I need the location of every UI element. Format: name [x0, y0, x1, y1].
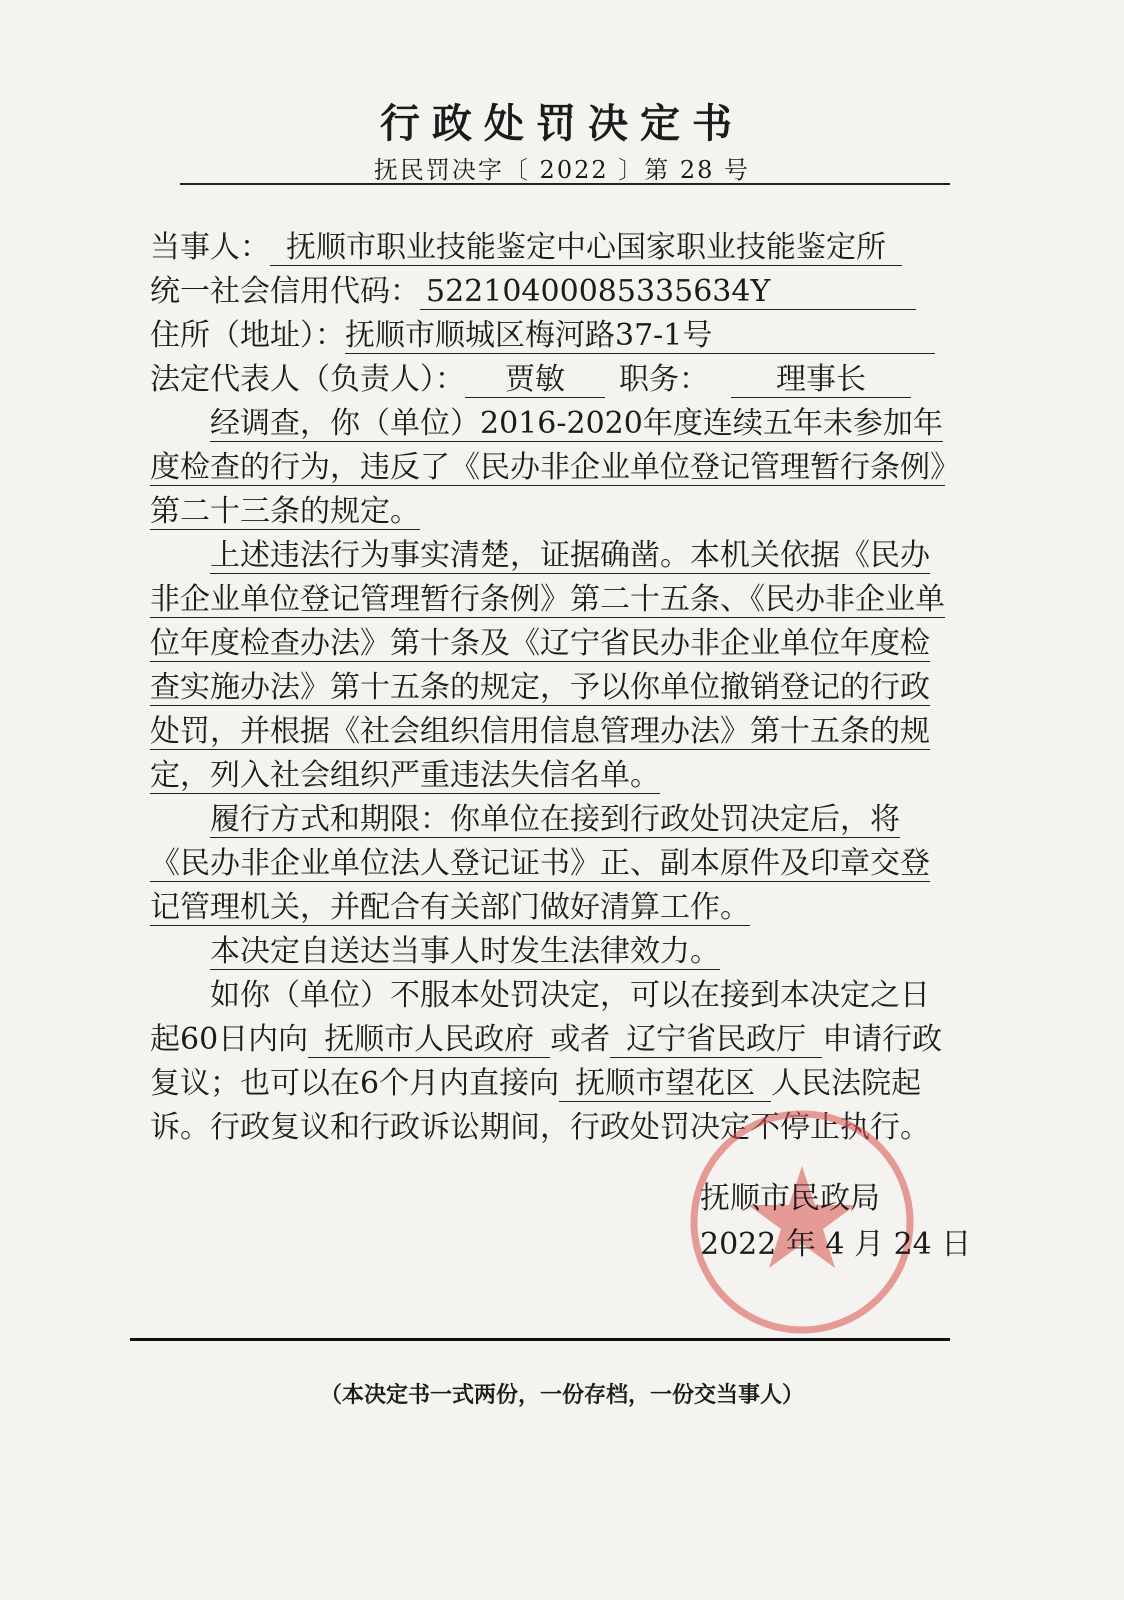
- investigation-text: 经调查，你（单位）2016-2020年度连续五年未参加年度检查的行为，违反了《民办非企业单位登记管理暂行条例》第二十三条的规定。: [150, 406, 945, 529]
- representative-value: 贾敏: [465, 363, 605, 398]
- signature-date: 2022 年 4 月 24 日: [700, 1227, 972, 1262]
- appeal-court: 抚顺市望花区: [559, 1066, 771, 1102]
- appeal-text-2: 或者: [550, 1022, 611, 1057]
- effect-paragraph: [150, 930, 950, 974]
- party-row: [150, 226, 950, 270]
- performance-paragraph: [150, 798, 950, 930]
- credit-code-value: 52210400085335634Y: [420, 275, 916, 310]
- representative-row: [150, 358, 950, 402]
- investigation-paragraph: [150, 402, 950, 534]
- appeal-text-4: 人民法院起诉。行政复议和行政诉讼期间，行政处罚决定不停止执行。: [150, 1066, 930, 1145]
- document-body: [150, 226, 950, 1150]
- credit-code-row: [150, 270, 950, 314]
- performance-text: 履行方式和期限：你单位在接到行政处罚决定后，将《民办非企业单位法人登记证书》正、副本原件及印章交登记管理机关，并配合有关部门做好清算工作。: [150, 802, 930, 925]
- party-label: 当事人：: [150, 230, 270, 265]
- decision-text: 上述违法行为事实清楚，证据确凿。本机关依据《民办非企业单位登记管理暂行条例》第二十五条、《民办非企业单位年度检查办法》第十条及《辽宁省民办非企业单位年度检查实施办法》第十五条的规定，予以你单位撤销登记的行政处罚，并根据《社会组织信用信息管理办法》第十五条的规定，列入社会组织严重违法失信名单。: [150, 538, 945, 793]
- address-value: 抚顺市顺城区梅河路37-1号: [345, 319, 935, 354]
- appeal-text-3: 申请行政复议；也可以在6个月内直接向: [150, 1022, 943, 1101]
- appeal-text-1: 如你（单位）不服本处罚决定，可以在接到本决定之日起60日内向: [150, 978, 930, 1057]
- position-label: 职务：: [619, 362, 709, 397]
- appeal-gov: 抚顺市人民政府: [308, 1022, 550, 1058]
- document-title: 行政处罚决定书: [380, 101, 744, 147]
- address-label: 住所（地址）：: [150, 318, 345, 353]
- credit-code-label: 统一社会信用代码：: [150, 274, 420, 309]
- signature-block: [700, 1176, 971, 1268]
- footnote: （本决定书一式两份，一份存档，一份交当事人）: [319, 1383, 804, 1408]
- decision-paragraph: [150, 534, 950, 798]
- representative-label: 法定代表人（负责人）：: [150, 362, 465, 397]
- signature-org: 抚顺市民政局: [700, 1181, 880, 1216]
- appeal-dept: 辽宁省民政厅: [610, 1022, 822, 1058]
- document-number: 抚民罚决字〔 2022 〕第 28 号: [373, 156, 751, 184]
- party-value: 抚顺市职业技能鉴定中心国家职业技能鉴定所: [270, 231, 902, 266]
- address-row: [150, 314, 950, 358]
- position-value: 理事长: [731, 363, 911, 398]
- top-rule: [180, 183, 950, 185]
- effect-text: 本决定自送达当事人时发生法律效力。: [210, 934, 720, 969]
